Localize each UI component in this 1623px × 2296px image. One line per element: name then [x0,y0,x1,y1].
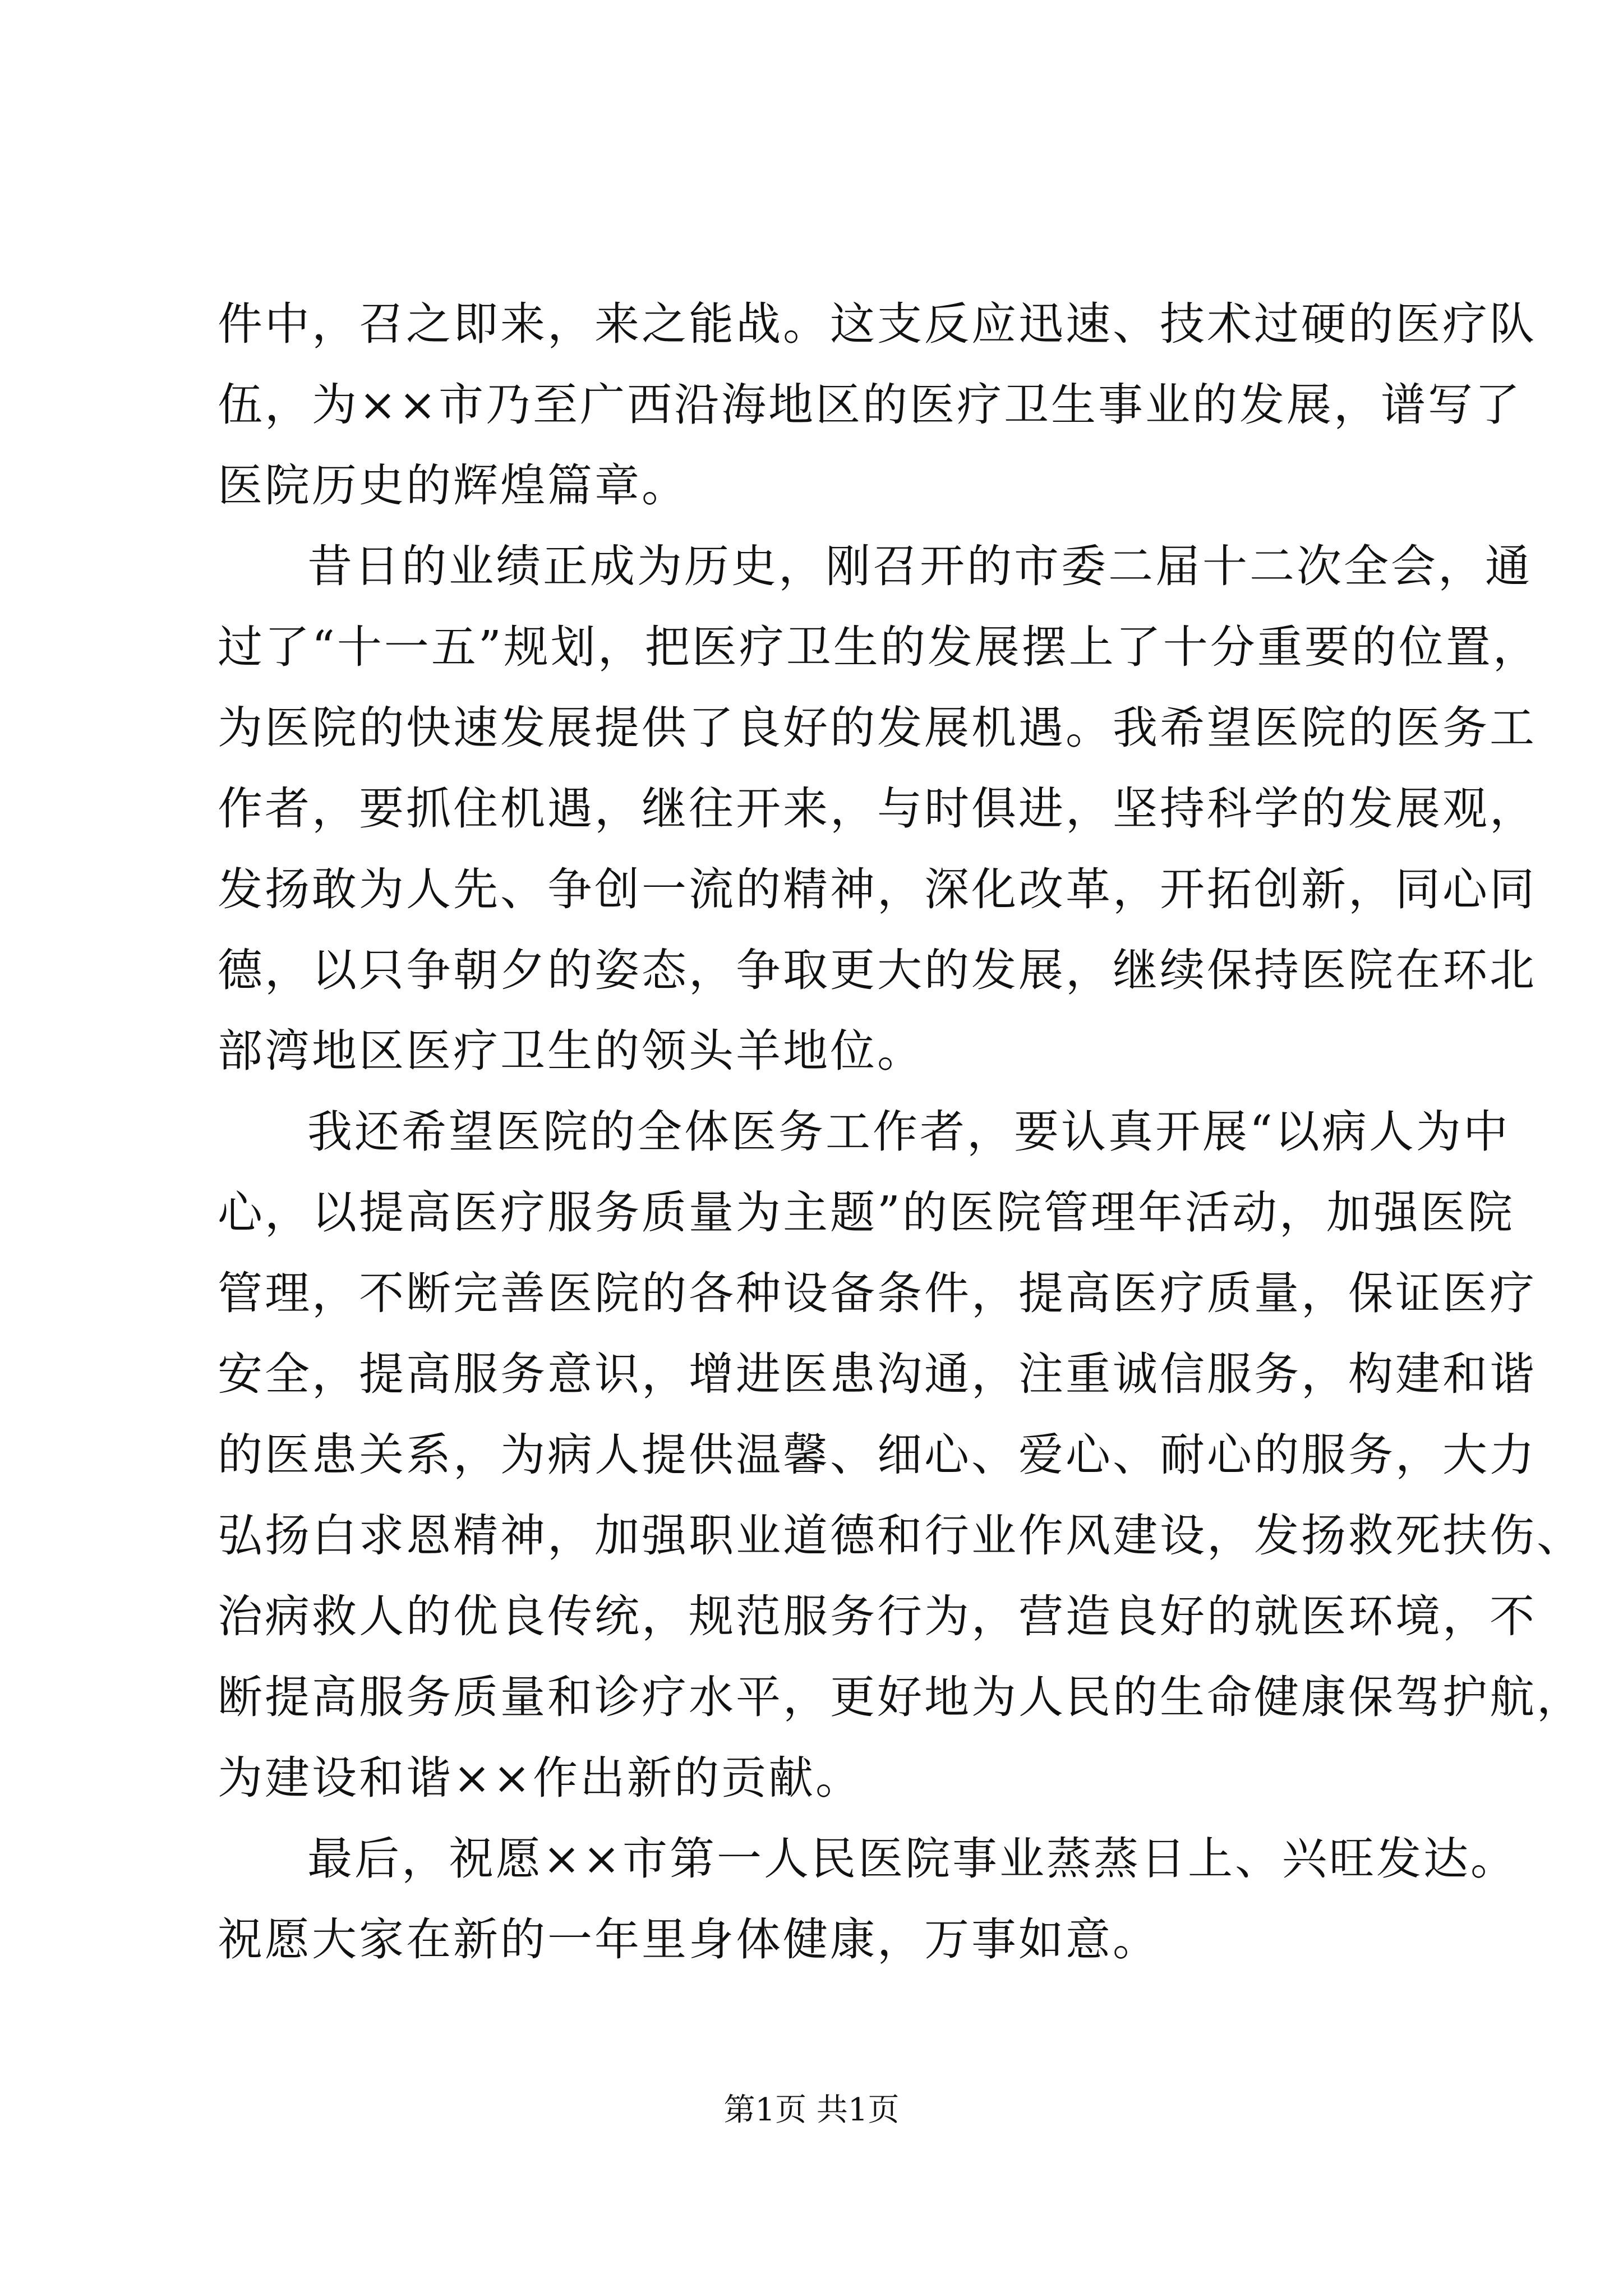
paragraph-3-line-7: 治病救人的优良传统，规范服务行为，营造良好的就医环境，不 [218,1590,1537,1642]
paragraph-2-line-5: 发扬敢为人先、争创一流的精神，深化改革，开拓创新，同心同 [218,863,1537,915]
paragraph-4-line-2: 祝愿大家在新的一年里身体健康，万事如意。 [218,1913,1160,1966]
paragraph-3-line-9: 为建设和谐××作出新的贡献。 [218,1752,863,1804]
paragraph-4-line-1: 最后，祝愿××市第一人民医院事业蒸蒸日上、兴旺发达。 [307,1833,1518,1885]
page-footer: 第1页 共1页 [723,2092,900,2128]
paragraph-3-line-1: 我还希望医院的全体医务工作者，要认真开展“以病人为中 [307,1106,1510,1158]
paragraph-3-line-6: 弘扬白求恩精神，加强职业道德和行业作风建设，发扬救死扶伤、 [218,1510,1584,1562]
paragraph-3-line-3: 管理，不断完善医院的各种设备条件，提高医疗质量，保证医疗 [218,1267,1537,1319]
paragraph-2-line-2: 过了“十一五”规划，把医疗卫生的发展摆上了十分重要的位置， [218,621,1540,673]
paragraph-2-line-6: 德，以只争朝夕的姿态，争取更大的发展，继续保持医院在环北 [218,944,1537,996]
paragraph-1-line-3: 医院历史的辉煌篇章。 [218,459,689,512]
paragraph-3-line-5: 的医患关系，为病人提供温馨、细心、爱心、耐心的服务，大力 [218,1429,1537,1481]
paragraph-2-line-1: 昔日的业绩正成为历史，刚召开的市委二届十二次全会，通 [307,540,1532,592]
paragraph-3-line-8: 断提高服务质量和诊疗水平，更好地为人民的生命健康保驾护航， [218,1671,1584,1723]
paragraph-1-line-1: 件中，召之即来，来之能战。这支反应迅速、技术过硬的医疗队 [218,298,1537,350]
paragraph-2-line-4: 作者，要抓住机遇，继往开来，与时俱进，坚持科学的发展观， [218,783,1537,835]
paragraph-3-line-2: 心，以提高医疗服务质量为主题”的医院管理年活动，加强医院 [218,1186,1515,1239]
paragraph-1-line-2: 伍，为××市乃至广西沿海地区的医疗卫生事业的发展，谱写了 [218,379,1523,431]
paragraph-2-line-7: 部湾地区医疗卫生的领头羊地位。 [218,1025,924,1077]
paragraph-2-line-3: 为医院的快速发展提供了良好的发展机遇。我希望医院的医务工 [218,702,1537,754]
paragraph-3-line-4: 安全，提高服务意识，增进医患沟通，注重诚信服务，构建和谐 [218,1348,1537,1400]
